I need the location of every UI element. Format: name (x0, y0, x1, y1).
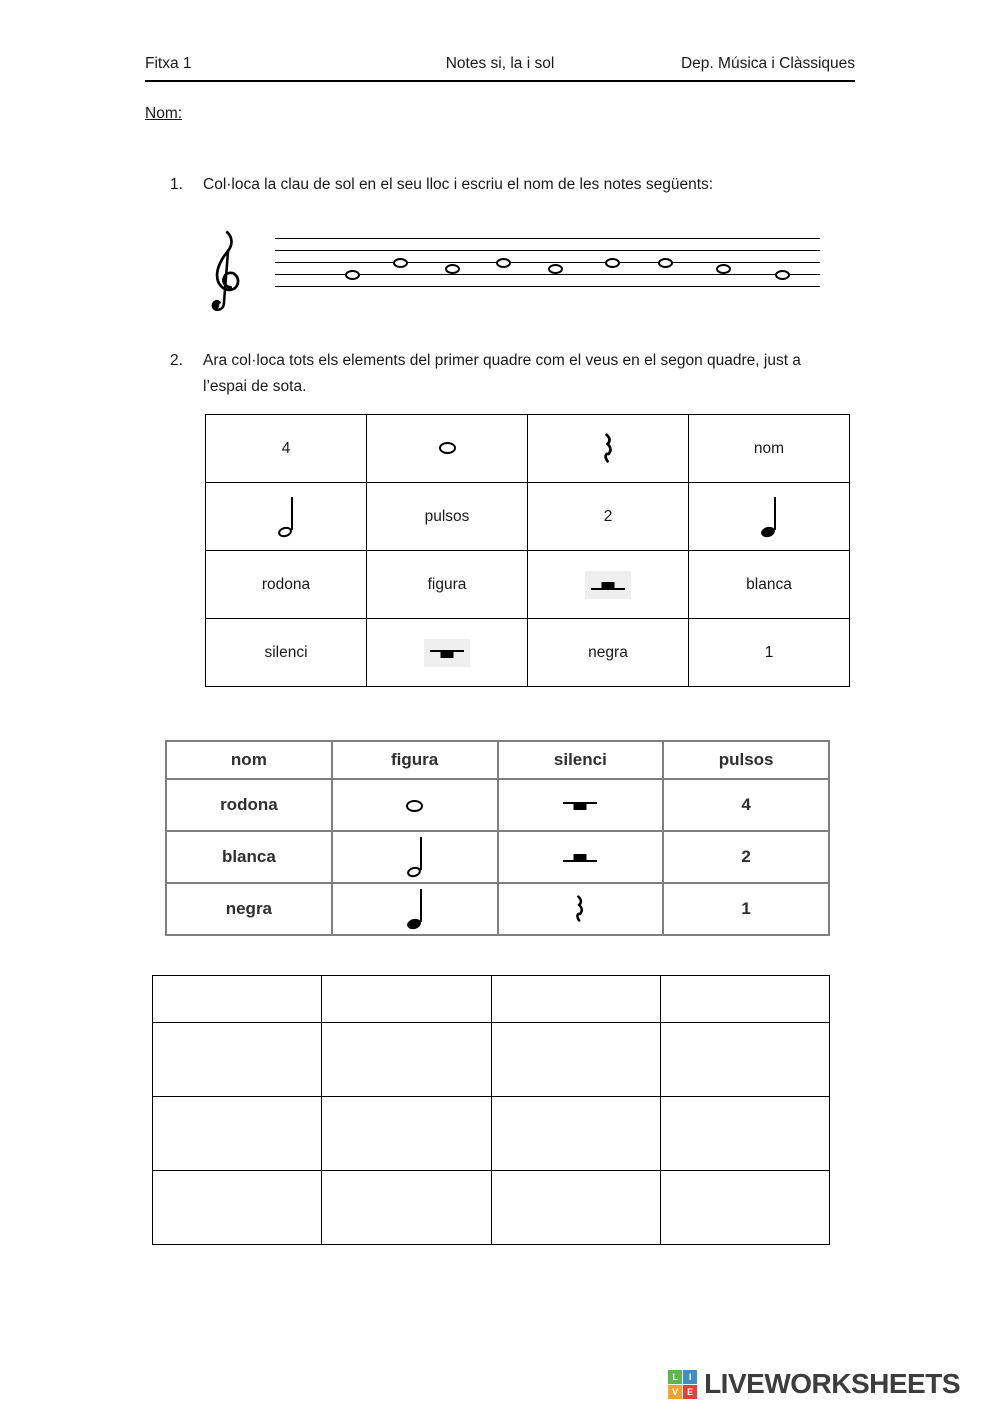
brand-text: LIVEWORKSHEETS (704, 1368, 960, 1399)
tile-label: silenci (264, 643, 308, 661)
answer-cell[interactable] (322, 1023, 491, 1097)
tile-label: 4 (281, 439, 291, 457)
liveworksheets-logo-icon (668, 1370, 697, 1399)
tile-label: nom (753, 439, 785, 457)
logo-square-v: V (668, 1385, 682, 1399)
staff-line (275, 250, 820, 251)
example-row-negra (166, 883, 829, 935)
page-header (145, 55, 855, 82)
answer-row (153, 1171, 830, 1245)
treble-clef-icon (205, 228, 241, 316)
header-title: Notes si, la i sol (445, 55, 555, 72)
example-cell-figura (332, 883, 498, 935)
example-cell-pulsos: 2 (663, 831, 829, 883)
tile-rodona[interactable] (206, 551, 367, 619)
half-rest-icon (591, 578, 625, 594)
half-rest-icon (563, 850, 597, 866)
quarter-note-icon (761, 496, 777, 538)
whole-rest-icon (430, 646, 464, 662)
tile-figura[interactable] (367, 551, 528, 619)
tile-half-note[interactable] (206, 483, 367, 551)
tile-whole-note[interactable] (367, 415, 528, 483)
half-note-icon (278, 496, 294, 538)
tile-label: rodona (261, 575, 311, 593)
logo-square-i: I (683, 1370, 697, 1384)
whole-note-icon (393, 258, 408, 268)
example-cell-nom: negra (166, 883, 332, 935)
answer-cell[interactable] (491, 1097, 660, 1171)
quarter-rest-icon (574, 895, 586, 923)
answer-row (153, 1097, 830, 1171)
answer-table (152, 975, 830, 1245)
example-row-rodona (166, 779, 829, 831)
example-cell-nom: rodona (166, 779, 332, 831)
tile-label: pulsos (424, 507, 470, 525)
whole-note-icon (548, 264, 563, 274)
tile-negra[interactable] (528, 619, 689, 687)
answer-row (153, 976, 830, 1023)
exercise2 (170, 348, 801, 400)
header-right: Dep. Música i Clàssiques (680, 55, 855, 72)
whole-note-icon (406, 800, 423, 812)
quarter-rest-icon (602, 433, 615, 464)
tile-quarter-note[interactable] (689, 483, 850, 551)
example-cell-figura (332, 831, 498, 883)
music-staff (205, 228, 855, 323)
tile-half-rest[interactable] (528, 551, 689, 619)
liveworksheets-logo[interactable] (668, 1368, 960, 1400)
tile-label: figura (427, 575, 467, 593)
whole-rest-image (424, 639, 470, 667)
answer-cell[interactable] (322, 976, 491, 1023)
table-row (206, 415, 850, 483)
exercise2-line2: l’espai de sota. (203, 378, 307, 395)
whole-note-icon (439, 442, 456, 454)
answer-cell[interactable] (491, 976, 660, 1023)
answer-cell[interactable] (153, 1023, 322, 1097)
tile-nom[interactable] (689, 415, 850, 483)
half-note-icon (407, 836, 423, 878)
example-cell-silenci (498, 883, 664, 935)
answer-cell[interactable] (322, 1097, 491, 1171)
answer-cell[interactable] (491, 1023, 660, 1097)
example-header-silenci: silenci (498, 741, 664, 779)
whole-note-icon (716, 264, 731, 274)
whole-note-icon (605, 258, 620, 268)
tile-pulsos[interactable] (367, 483, 528, 551)
tile-quarter-rest[interactable] (528, 415, 689, 483)
exercise2-line1: Ara col·loca tots els elements del primer quadre com el veus en el segon quadre, just a (203, 352, 801, 369)
exercise1-text: Col·loca la clau de sol en el seu lloc i escriu el nom de les notes següents: (203, 176, 714, 193)
staff-line (275, 286, 820, 287)
example-header-row (166, 741, 829, 779)
answer-cell[interactable] (660, 1171, 829, 1245)
whole-note-icon (496, 258, 511, 268)
tile-2[interactable] (528, 483, 689, 551)
tile-label: blanca (746, 575, 792, 593)
exercise1-number: 1. (170, 176, 183, 193)
tile-whole-rest[interactable] (367, 619, 528, 687)
tile-label: 2 (603, 507, 613, 525)
logo-square-l: L (668, 1370, 682, 1384)
example-cell-silenci (498, 831, 664, 883)
quarter-note-icon (407, 888, 423, 930)
table-row (206, 619, 850, 687)
tile-silenci[interactable] (206, 619, 367, 687)
answer-cell[interactable] (153, 1171, 322, 1245)
example-cell-silenci (498, 779, 664, 831)
tile-label: 1 (764, 643, 774, 661)
staff-lines (275, 238, 820, 288)
exercise1 (170, 172, 713, 198)
whole-note-icon (345, 270, 360, 280)
tiles-table (205, 414, 850, 687)
example-cell-pulsos: 4 (663, 779, 829, 831)
table-row (206, 551, 850, 619)
answer-cell[interactable] (153, 976, 322, 1023)
example-cell-figura (332, 779, 498, 831)
example-table (165, 740, 830, 936)
example-header-pulsos: pulsos (663, 741, 829, 779)
staff-line (275, 262, 820, 263)
tile-blanca[interactable] (689, 551, 850, 619)
example-header-figura: figura (332, 741, 498, 779)
tile-1[interactable] (689, 619, 850, 687)
exercise2-text (203, 348, 801, 400)
whole-note-icon (445, 264, 460, 274)
tile-label: negra (588, 643, 628, 661)
staff-line (275, 238, 820, 239)
example-cell-pulsos: 1 (663, 883, 829, 935)
example-cell-nom: blanca (166, 831, 332, 883)
answer-cell[interactable] (660, 976, 829, 1023)
header-left: Fitxa 1 (145, 55, 192, 72)
example-row-blanca (166, 831, 829, 883)
answer-cell[interactable] (491, 1171, 660, 1245)
exercise2-number: 2. (170, 352, 183, 369)
answer-row (153, 1023, 830, 1097)
tile-4[interactable] (206, 415, 367, 483)
answer-cell[interactable] (660, 1097, 829, 1171)
whole-note-icon (658, 258, 673, 268)
whole-rest-icon (563, 798, 597, 814)
logo-square-e: E (683, 1385, 697, 1399)
answer-cell[interactable] (660, 1023, 829, 1097)
name-label: Nom: (145, 105, 183, 122)
answer-cell[interactable] (153, 1097, 322, 1171)
answer-cell[interactable] (322, 1171, 491, 1245)
whole-note-icon (775, 270, 790, 280)
half-rest-image (585, 571, 631, 599)
example-header-nom: nom (166, 741, 332, 779)
table-row (206, 483, 850, 551)
